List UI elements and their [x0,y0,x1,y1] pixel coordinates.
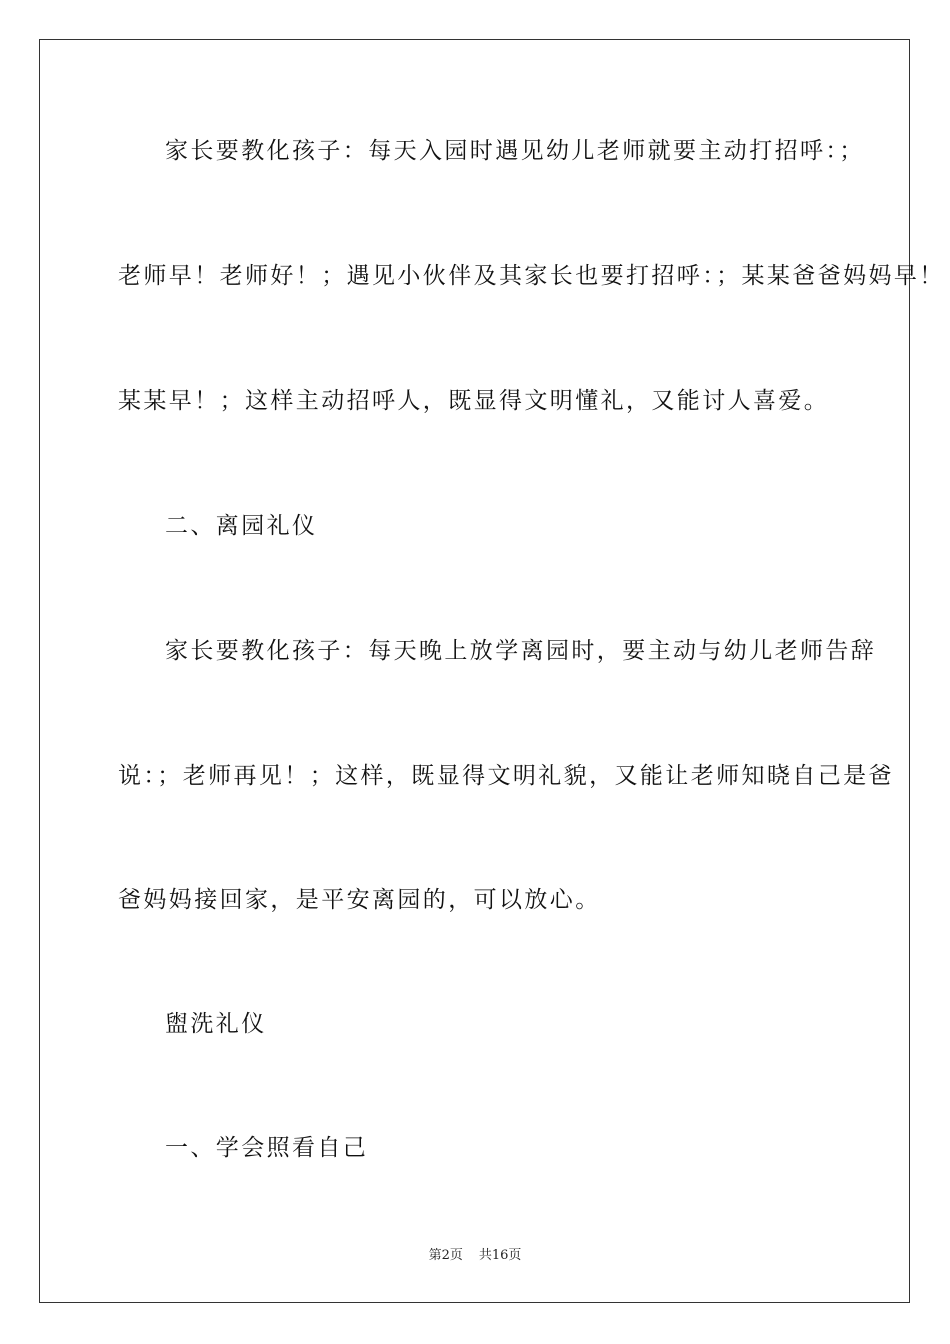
paragraph-line: 爸妈妈接回家，是平安离园的，可以放心。 [118,887,601,913]
page-total: 共16页 [478,1248,522,1263]
paragraph-line: 老师早！老师好！；遇见小伙伴及其家长也要打招呼：；某某爸爸妈妈早！ [118,263,945,289]
paragraph-line: 说：；老师再见！；这样，既显得文明礼貌，又能让老师知晓自己是爸 [118,763,894,789]
paragraph-line: 某某早！；这样主动招呼人，既显得文明懂礼，又能讨人喜爱。 [118,388,830,414]
page-footer [0,1247,950,1265]
page-border [39,39,945,1303]
section-heading: 二、离园礼仪 [165,513,318,539]
section-heading: 盥洗礼仪 [165,1011,267,1037]
page-number: 第2页 [428,1248,463,1263]
section-subheading: 一、学会照看自己 [165,1135,369,1161]
paragraph-line: 家长要教化孩子：每天晚上放学离园时，要主动与幼儿老师告辞 [165,638,877,664]
paragraph-line: 家长要教化孩子：每天入园时遇见幼儿老师就要主动打招呼：； [165,138,865,164]
